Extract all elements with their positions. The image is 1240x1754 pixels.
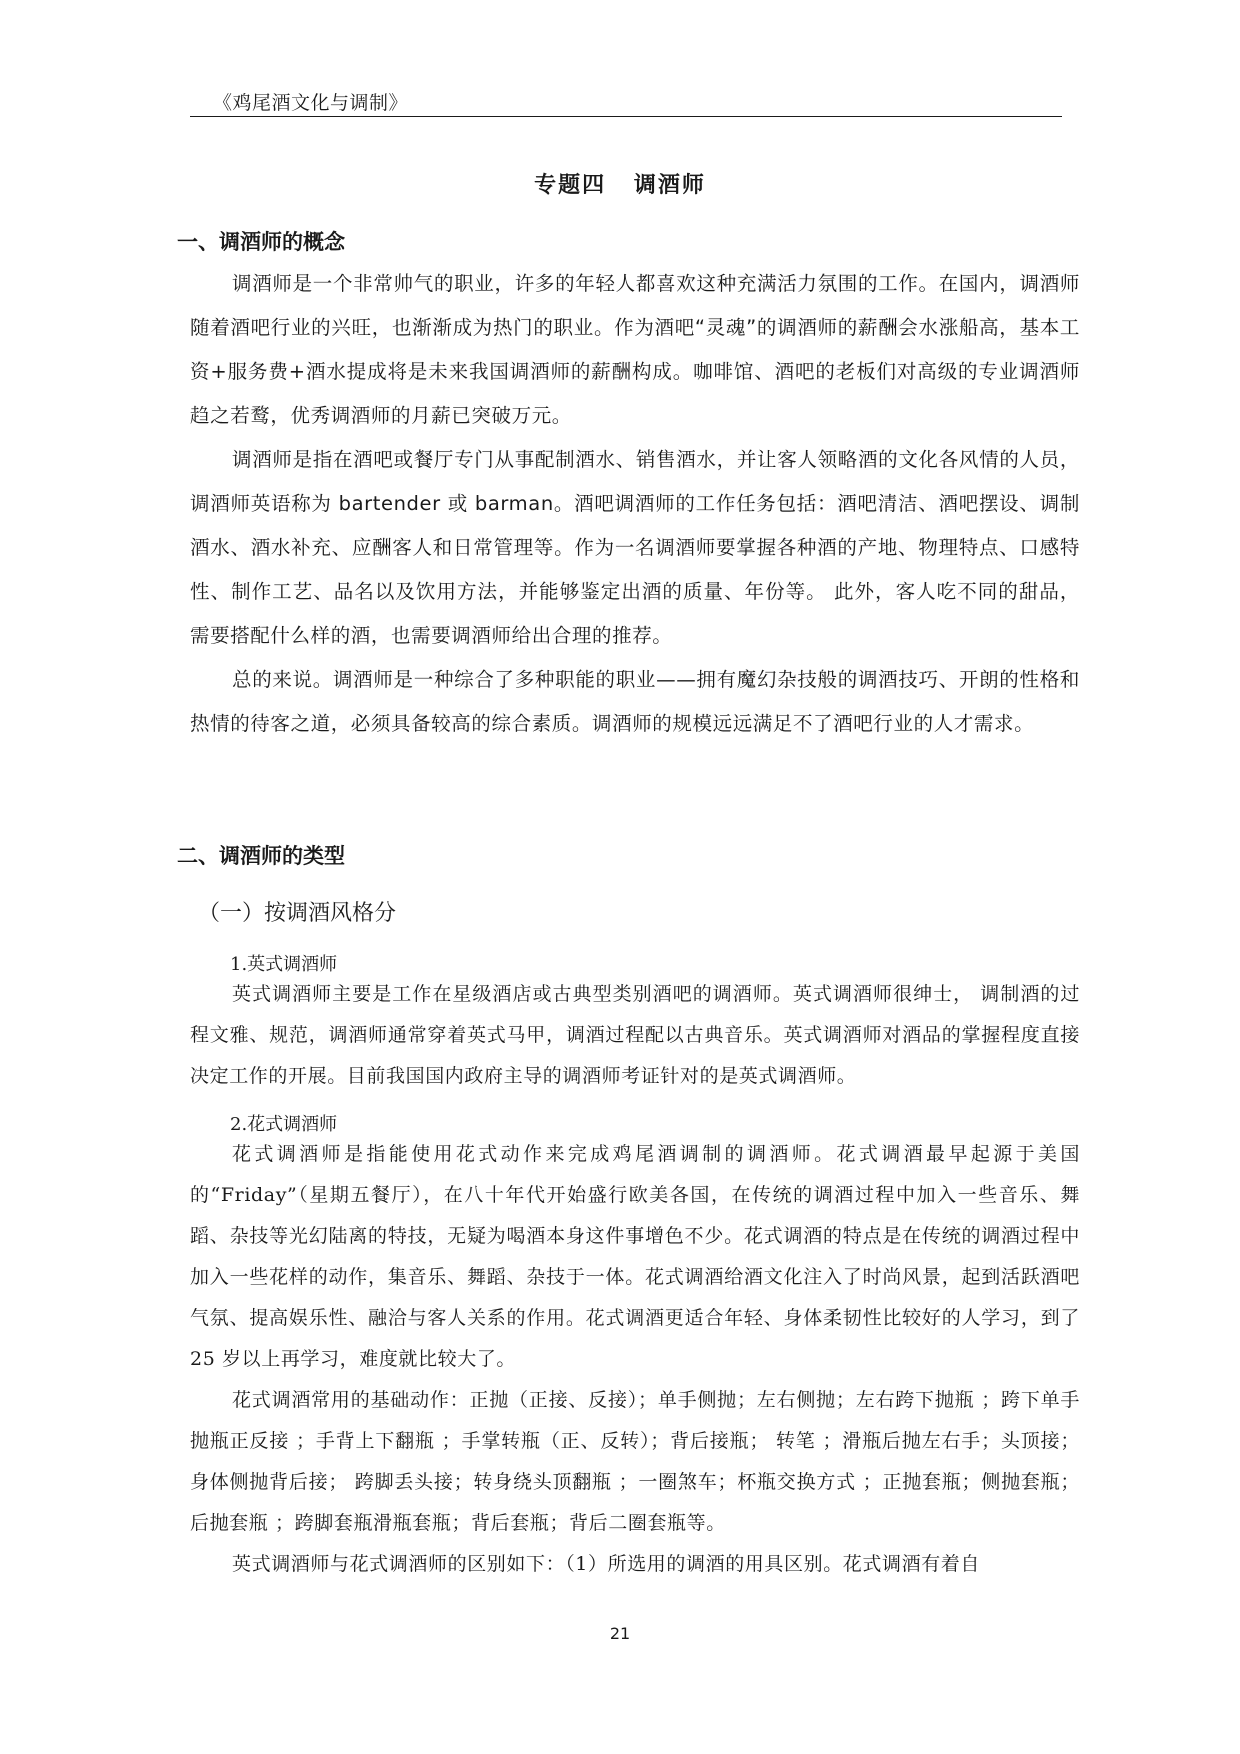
paragraph: 英式调酒师与花式调酒师的区别如下：（1）所选用的调酒的用具区别。花式调酒有着自 <box>232 1553 980 1575</box>
running-header-title: 《鸡尾酒文化与调制》 <box>213 92 409 114</box>
sub-heading-by-style: （一）按调酒风格分 <box>198 901 397 926</box>
paragraph: 花式调酒师是指能使用花式动作来完成鸡尾酒调制的调酒师。花式调酒最早起源于美国的“Friday”（星期五餐厅），在八十年代开始盛行欧美各国，在传统的调酒过程中加入一些音乐、舞蹈、杂技等光幻陆离的特技，无疑为喝酒本身这件事增色不少。花式调酒的特点是在传统的调酒过程中加入一些花样的动作，集音乐、舞蹈、杂技于一体。花式调酒给酒文化注入了时尚风景，起到活跃酒吧气氛、提高娱乐性、融洽与客人关系的作用。花式调酒更适合年轻、身体柔韧性比较好的人学习，到了 25 岁以上再学习，难度就比较大了。 <box>190 1143 1080 1370</box>
item-title-english-bartender: 1.英式调酒师 <box>230 954 338 975</box>
header-rule <box>190 116 1062 117</box>
paragraph: 总的来说。调酒师是一种综合了多种职能的职业——拥有魔幻杂技般的调酒技巧、开朗的性格和热情的待客之道，必须具备较高的综合素质。调酒师的规模远远满足不了酒吧行业的人才需求。 <box>190 668 1080 735</box>
paragraph: 调酒师是一个非常帅气的职业，许多的年轻人都喜欢这种充满活力氛围的工作。在国内，调酒师随着酒吧行业的兴旺，也渐渐成为热门的职业。作为酒吧“灵魂”的调酒师的薪酬会水涨船高，基本工资+服务费+酒水提成将是未来我国调酒师的薪酬构成。咖啡馆、酒吧的老板们对高级的专业调酒师趋之若鹜，优秀调酒师的月薪已突破万元。 <box>190 272 1080 427</box>
section-heading-types: 二、调酒师的类型 <box>177 844 345 868</box>
page-number: 21 <box>609 1624 631 1643</box>
paragraph: 英式调酒师主要是工作在星级酒店或古典型类别酒吧的调酒师。英式调酒师很绅士， 调制酒的过程文雅、规范，调酒师通常穿着英式马甲，调酒过程配以古典音乐。英式调酒师对酒品的掌握程度直接决定工作的开展。目前我国国内政府主导的调酒师考证针对的是英式调酒师。 <box>190 983 1080 1087</box>
section-heading-concept: 一、调酒师的概念 <box>177 230 345 254</box>
paragraph: 花式调酒常用的基础动作：正抛（正接、反接）；单手侧抛；左右侧抛；左右跨下抛瓶 ；跨下单手抛瓶正反接 ；手背上下翻瓶 ；手掌转瓶（正、反转）；背后接瓶； 转笔 ；滑瓶后抛左右手；头顶接；身体侧抛背后接； 跨脚丢头接；转身绕头顶翻瓶 ；一圈煞车；杯瓶交换方式 ；正抛套瓶；侧抛套瓶；后抛套瓶 ；跨脚套瓶滑瓶套瓶；背后套瓶；背后二圈套瓶等。 <box>190 1389 1080 1534</box>
paragraph: 调酒师是指在酒吧或餐厅专门从事配制酒水、销售酒水，并让客人领略酒的文化各风情的人员，调酒师英语称为 bartender 或 barman。酒吧调酒师的工作任务包括：酒吧清洁、酒吧摆设、调制酒水、酒水补充、应酬客人和日常管理等。作为一名调酒师要掌握各种酒的产地、物理特点、口感特性、制作工艺、品名以及饮用方法，并能够鉴定出酒的质量、年份等。 此外，客人吃不同的甜品，需要搭配什么样的酒，也需要调酒师给出合理的推荐。 <box>190 448 1080 647</box>
item-title-flair-bartender: 2.花式调酒师 <box>230 1114 338 1135</box>
topic-title: 专题四 调酒师 <box>534 173 706 198</box>
